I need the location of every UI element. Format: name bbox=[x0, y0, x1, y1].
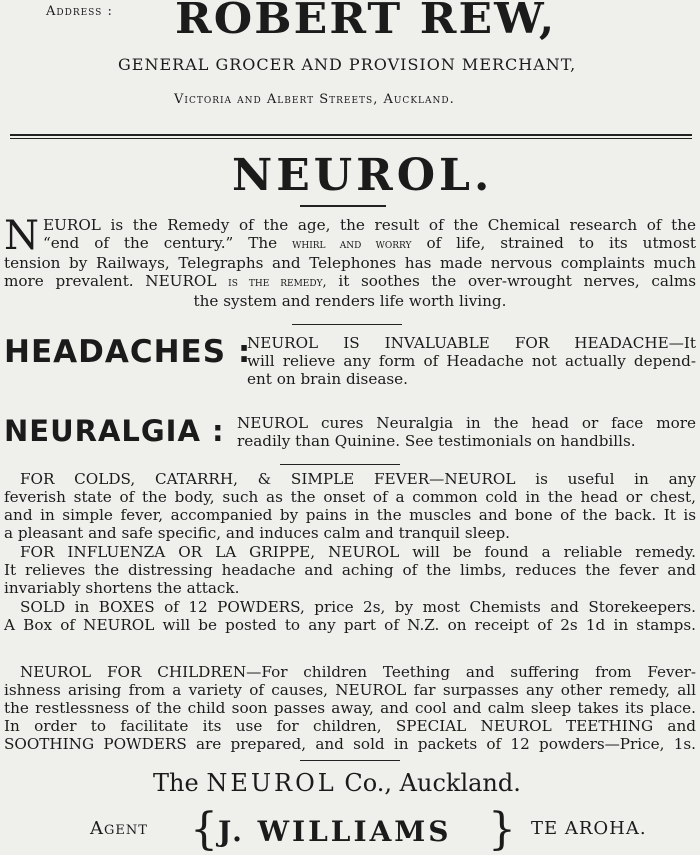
agent-label: Agent bbox=[90, 818, 148, 839]
neuralgia-text: NEUROL cures Neuralgia in the head or face more readily than Quinine. See testimonials on handbills. bbox=[237, 414, 696, 450]
colds-paragraph: FOR COLDS, CATARRH, & SIMPLE FEVER—NEUROL is useful in any feverish state of the body, such as the onset of a common cold in the head or chest, and in simple fever, accompanied by pains in the muscles and bone of the back. It is a pleasant and safe specific, and induces calm and tranquil sleep. bbox=[4, 470, 696, 542]
header-divider-thin bbox=[10, 138, 692, 139]
intro-line: more prevalent. NEUROL is the remedy, it soothes the over-wrought nerves, calms bbox=[4, 272, 697, 290]
sold-paragraph: SOLD in BOXES of 12 POWDERS, price 2s, by most Chemists and Storekeepers. A Box of NEUROL will be posted to any part of N.Z. on receipt of 2s 1d in stamps. bbox=[4, 598, 696, 634]
section-divider bbox=[292, 324, 402, 325]
dropcap-letter: N bbox=[4, 213, 39, 259]
merchant-name: ROBERT REW, bbox=[175, 0, 557, 43]
brace-right: } bbox=[488, 804, 516, 855]
company-line: The NEUROL Co., Auckland. bbox=[153, 769, 521, 797]
intro-line: the system and renders life worth living. bbox=[193, 292, 507, 310]
page-title: NEUROL. bbox=[232, 150, 494, 201]
children-paragraph: NEUROL FOR CHILDREN—For children Teething and suffering from Fever- ishness arising from a variety of causes, NEUROL far surpasses any other remedy, all the restlessness of the child soon passes away, and cool and calm sleep takes its place. In order to facilitate its use for children, SPECIAL NEUROL TEETHING and SOOTHING POWDERS are prepared, and sold in packets of 12 powders—Price, 1s. bbox=[4, 663, 696, 753]
influenza-paragraph: FOR INFLUENZA OR LA GRIPPE, NEUROL will be found a reliable remedy. It relieves the distressing headache and aching of the limbs, reduces the fever and invariably shortens the attack. bbox=[4, 543, 696, 597]
merchant-title: GENERAL GROCER AND PROVISION MERCHANT, bbox=[118, 55, 577, 74]
intro-line: “end of the century.” The whirl and worry of life, strained to its utmost bbox=[43, 234, 696, 252]
whirl-and-worry: whirl and worry bbox=[292, 237, 412, 252]
agent-town: TE AROHA. bbox=[531, 818, 647, 839]
brace-left: { bbox=[190, 804, 218, 855]
intro-line: EUROL is the Remedy of the age, the result of the Chemical research of the bbox=[43, 216, 696, 234]
merchant-address: Victoria and Albert Streets, Auckland. bbox=[174, 92, 455, 107]
intro-line: tension by Railways, Telegraphs and Telephones has made nervous complaints much bbox=[4, 254, 696, 272]
neuralgia-heading: NEURALGIA : bbox=[4, 414, 225, 448]
footer-divider bbox=[300, 760, 400, 761]
headaches-text: NEUROL IS INVALUABLE FOR HEADACHE—It will relieve any form of Headache not actually depend- ent on brain disease. bbox=[247, 334, 696, 388]
address-label: Address : bbox=[46, 4, 113, 19]
headaches-heading: HEADACHES : bbox=[4, 334, 252, 370]
header-divider bbox=[10, 134, 692, 136]
title-underline bbox=[300, 205, 386, 207]
section-divider bbox=[280, 464, 400, 465]
is-the-remedy: is the remedy, bbox=[228, 275, 327, 290]
agent-name: J. WILLIAMS bbox=[218, 815, 452, 848]
intro-paragraph bbox=[4, 213, 697, 310]
company-name: NEUROL bbox=[206, 769, 337, 797]
